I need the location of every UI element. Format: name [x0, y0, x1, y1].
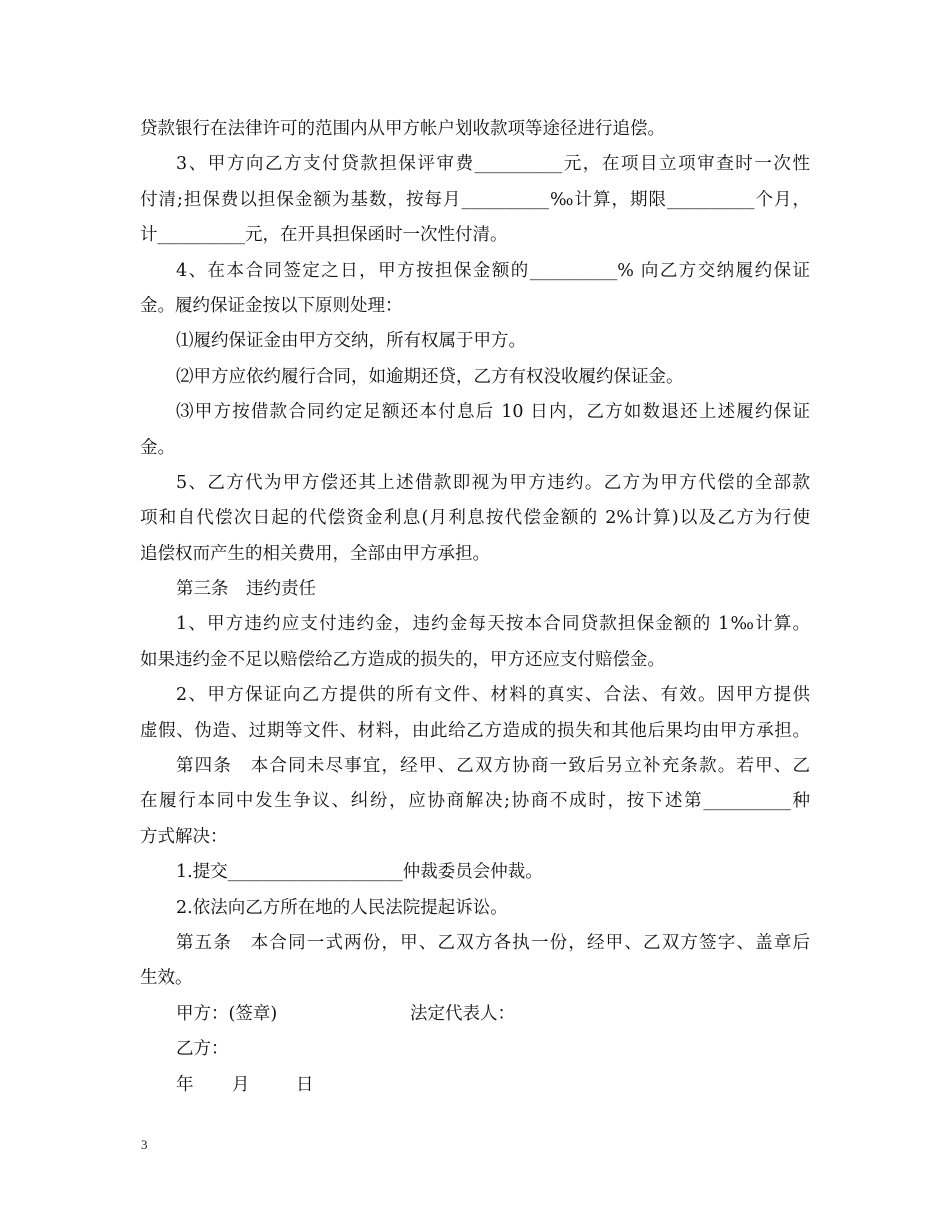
paragraph-line: 追偿权而产生的相关费用，全部由甲方承担。 [140, 543, 490, 564]
paragraph-line: 金。 [140, 437, 175, 458]
date-year-label: 年 [176, 1074, 194, 1095]
signature-line-party-b [140, 1032, 810, 1067]
paragraph-line: 金。履约保证金按以下原则处理： [140, 295, 403, 316]
section-heading: 第三条 违约责任 [176, 579, 316, 600]
paragraph-line: 2、甲方保证向乙方提供的所有文件、材料的真实、合法、有效。因甲方提供 [176, 685, 810, 706]
paragraph-line: 4、在本合同签定之日，甲方按担保金额的__________% 向乙方交纳履约保证 [176, 260, 810, 281]
paragraph-line: 5、乙方代为甲方偿还其上述借款即视为甲方违约。乙方为甲方代偿的全部款 [176, 472, 810, 493]
paragraph-line: 付清;担保费以担保金额为基数，按每月__________‰计算，期限__________个月， [140, 189, 810, 210]
paragraph-line: 1.提交____________________仲裁委员会仲裁。 [176, 862, 543, 883]
paragraph-line: 生效。 [140, 968, 193, 989]
date-day-label: 日 [296, 1074, 314, 1095]
paragraph-line: 方式解决： [140, 826, 228, 847]
paragraph-line: ⑶甲方按借款合同约定足额还本付息后 10 日内，乙方如数退还上述履约保证 [176, 402, 810, 423]
signature-line-party-a [140, 997, 810, 1032]
paragraph-line: 如果违约金不足以赔偿给乙方造成的损失的，甲方还应支付赔偿金。 [140, 649, 665, 670]
date-month-label: 月 [232, 1074, 250, 1095]
paragraph-line: 第五条 本合同一式两份，甲、乙双方各执一份，经甲、乙双方签字、盖章后 [176, 932, 810, 953]
party-a-signature-label: 甲方：(签章) [176, 1003, 278, 1024]
paragraph-line: 计__________元，在开具担保函时一次性付清。 [140, 225, 508, 246]
paragraph-line: 虚假、伪造、过期等文件、材料，由此给乙方造成的损失和其他后果均由甲方承担。 [140, 720, 810, 741]
paragraph-line: 3、甲方向乙方支付贷款担保评审费__________元，在项目立项审查时一次性 [176, 154, 810, 175]
paragraph-line: ⑵甲方应依约履行合同，如逾期还贷，乙方有权没收履约保证金。 [176, 366, 684, 387]
paragraph-line: 项和自代偿次日起的代偿资金利息(月利息按代偿金额的 2%计算)以及乙方为行使 [140, 508, 810, 529]
paragraph-line: 2.依法向乙方所在地的人民法院提起诉讼。 [176, 897, 508, 918]
paragraph-line: 1、甲方违约应支付违约金，违约金每天按本合同贷款担保金额的 1‰计算。 [176, 614, 810, 635]
party-b-signature-label: 乙方： [176, 1039, 229, 1060]
page-number: 3 [141, 1137, 148, 1152]
paragraph-line: 在履行本同中发生争议、纠纷，应协商解决;协商不成时，按下述第__________种 [140, 791, 810, 812]
paragraph-line: ⑴履约保证金由甲方交纳，所有权属于甲方。 [176, 331, 526, 352]
legal-representative-label: 法定代表人： [410, 1003, 515, 1024]
paragraph-line: 第四条 本合同未尽事宜，经甲、乙双方协商一致后另立补充条款。若甲、乙 [176, 756, 810, 777]
document-body [140, 112, 810, 1103]
date-line [140, 1068, 810, 1103]
paragraph-line: 贷款银行在法律许可的范围内从甲方帐户划收款项等途径进行追偿。 [140, 119, 665, 139]
